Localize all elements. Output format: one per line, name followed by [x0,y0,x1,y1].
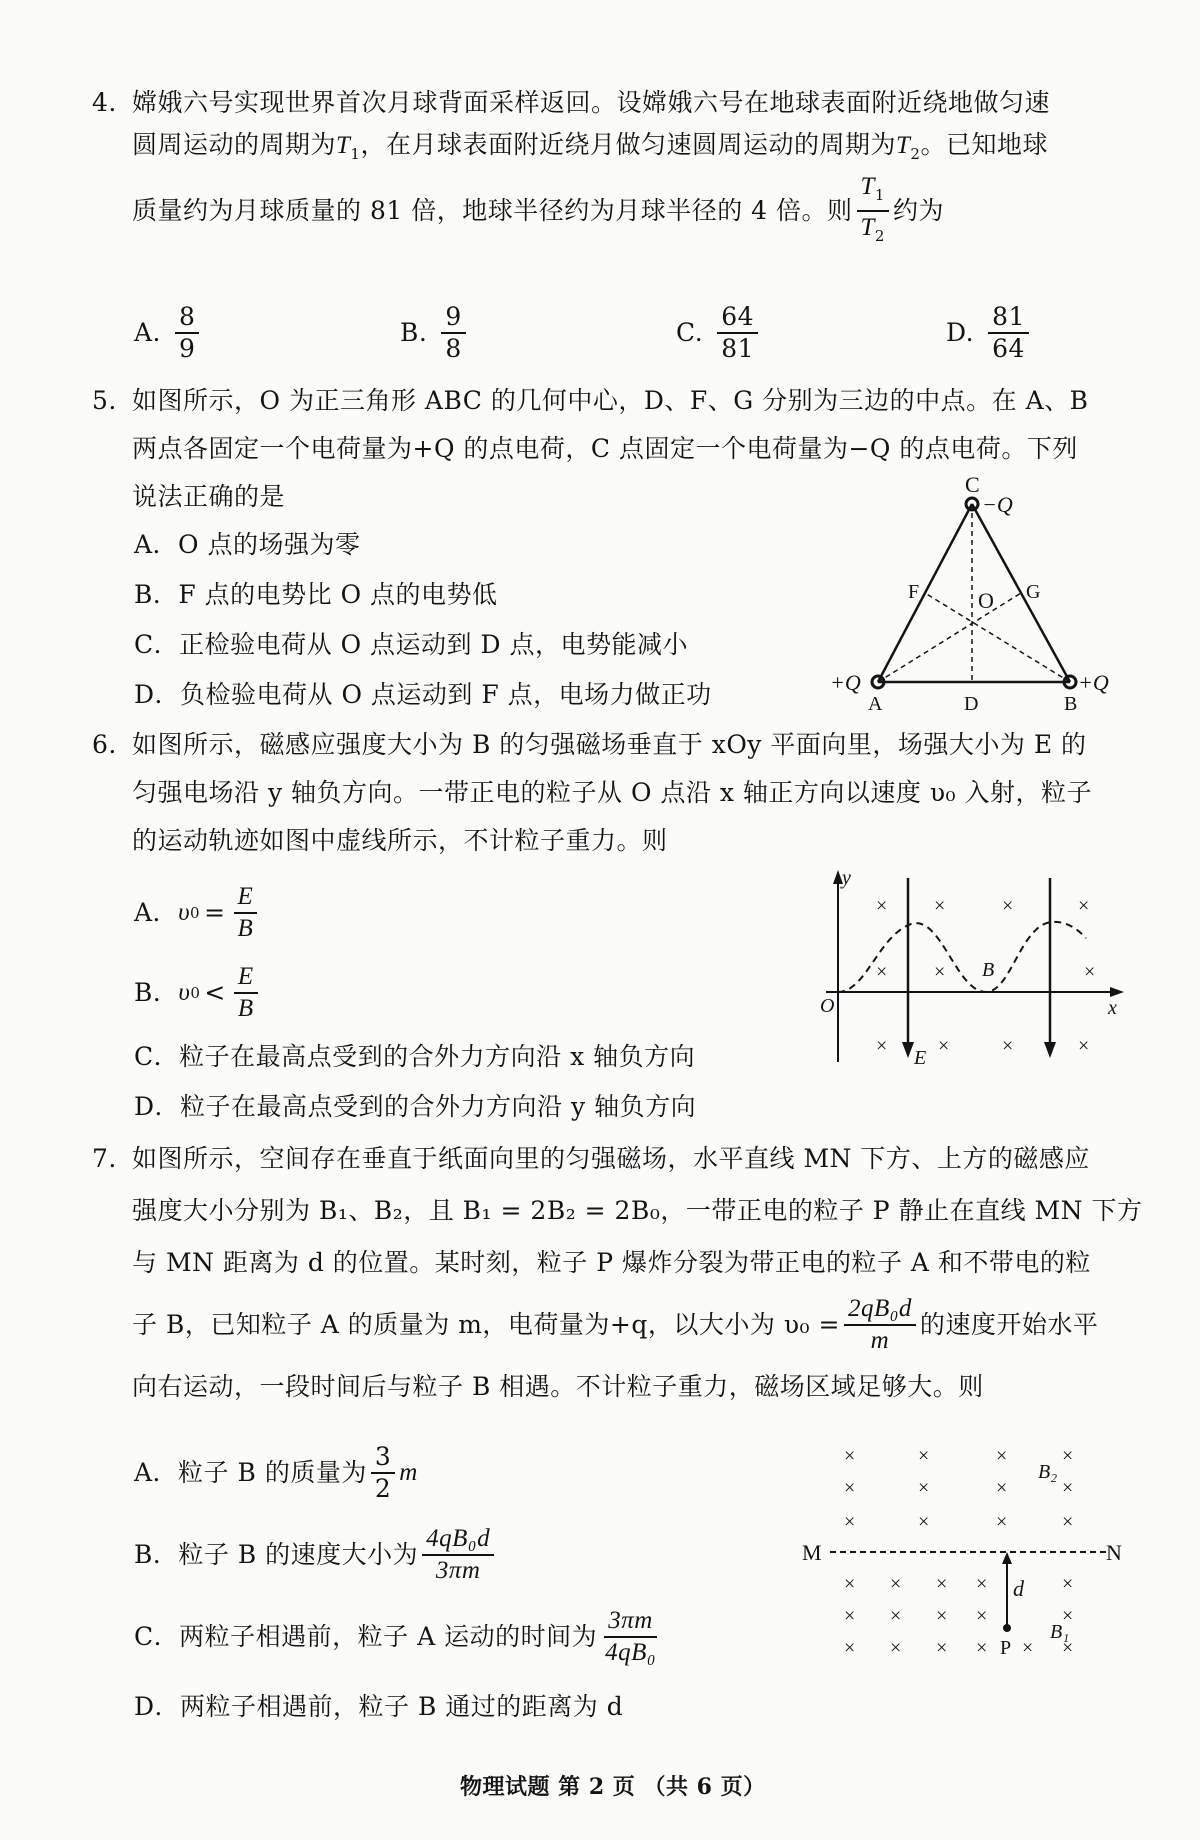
q4-option-denominator: 8 [445,334,462,363]
frac-e: E [234,882,258,914]
v0-numerator: 2qB₀d [844,1294,916,1326]
label-f: F [908,581,920,603]
q4-text-2a: 圆周运动的周期为 [132,130,337,159]
triangle-figure [820,470,1130,720]
frac-b: B [237,915,254,942]
q6-text-3: 的运动轨迹如图中虚线所示，不计粒子重力。则 [132,826,668,855]
equals-sign: = [204,898,226,927]
field-cross-mark: × [876,1035,888,1057]
field-cross-mark: × [1062,1573,1074,1595]
field-cross-mark: × [918,1477,930,1499]
field-cross-mark: × [1078,895,1090,917]
q7-line-1 [92,1142,1090,1176]
frac-b-b: B [237,995,254,1022]
q7-a-mass-symbol: m [399,1459,418,1486]
q5-option-a: A．O 点的场强为零 [134,530,361,559]
q4-option-label: B. [400,318,428,347]
q4-line-1 [92,86,1050,120]
x-axis-label: x [1108,997,1117,1019]
q6-option-d: D．粒子在最高点受到的合外力方向沿 y 轴负方向 [134,1092,697,1121]
field-cross-mark: × [1022,1637,1034,1659]
q7-option-c [134,1602,664,1672]
q4-option-label: A. [134,318,162,347]
b-field-label: B [982,959,995,981]
q7-number: 7. [92,1144,117,1173]
q6-b-label: B． [134,978,179,1007]
q4-option-fraction [717,302,758,364]
q7-text-4a: 子 B，已知粒子 A 的质量为 m，电荷量为+q，以大小为 υ₀ = [132,1310,840,1339]
t1-sub: 1 [350,145,361,163]
field-cross-mark: × [876,961,888,983]
field-cross-mark: × [890,1573,902,1595]
q7-text-5: 向右运动，一段时间后与粒子 B 相遇。不计粒子重力，磁场区域足够大。则 [132,1372,984,1401]
v0-denominator: m [870,1327,890,1354]
q4-option-fraction [441,302,465,364]
field-cross-mark: × [844,1605,856,1627]
q4-text-1: 嫦娥六号实现世界首次月球背面采样返回。设嫦娥六号在地球表面附近绕地做匀速 [132,88,1051,117]
field-cross-mark: × [976,1637,988,1659]
q5-text-3: 说法正确的是 [132,482,286,511]
frac-t1-sub: 1 [874,186,885,204]
q4-text-2c: 。已知地球 [920,130,1048,159]
q7-line-3 [132,1246,1091,1280]
field-cross-mark: × [844,1573,856,1595]
label-a: A [868,693,883,715]
q4-option-denominator: 9 [179,334,196,363]
q4-option-label: C. [676,318,704,347]
q5-text-2: 两点各固定一个电荷量为+Q 的点电荷，C 点固定一个电荷量为−Q 的点电荷。下列 [132,434,1078,463]
field-cross-mark: × [936,1605,948,1627]
field-cross-mark: × [1062,1511,1074,1533]
field-cross-mark: × [844,1637,856,1659]
q4-option-a [134,298,203,368]
label-g: G [1026,581,1041,603]
q6-number: 6. [92,730,117,759]
q4-option-b [400,298,470,368]
label-b: B [1064,693,1078,715]
frac-t1: T [860,173,875,200]
field-cross-mark: × [1002,895,1014,917]
label-c: C [965,472,980,497]
label-n: N [1106,1540,1122,1565]
y-axis-label: y [842,868,851,889]
label-o: O [978,588,994,613]
t1-over-t2-fraction [857,171,889,251]
frac-t2: T [860,214,875,241]
label-m: M [802,1540,822,1565]
q6-option-c: C．粒子在最高点受到的合外力方向沿 x 轴负方向 [134,1042,696,1071]
q7-line-2 [132,1194,1142,1228]
field-cross-mark: × [890,1605,902,1627]
e-over-b-fraction-b [234,962,258,1024]
label-b2: B₂ [1038,1461,1058,1483]
label-pos-q-b: +Q [1078,670,1109,695]
frac-t2-sub: 2 [874,227,885,245]
q6-line-3 [132,824,668,858]
q7-text-2: 强度大小分别为 B₁、B₂，且 B₁ = 2B₂ = 2B₀，一带正电的粒子 P 静止在直线 MN 下方 [132,1196,1143,1225]
q5-option-d: D．负检验电荷从 O 点运动到 F 点，电场力做正功 [134,680,712,709]
q7-a-denominator: 2 [374,1474,392,1503]
v0-sub-b: 0 [190,984,201,1002]
q6-a-label: A． [134,898,179,927]
q4-option-fraction [988,302,1029,364]
q4-option-numerator: 8 [175,302,199,334]
q7-b-text: B．粒子 B 的速度大小为 [134,1540,419,1569]
q4-text-2b: ，在月球表面附近绕月做匀速圆周运动的周期为 [360,130,896,159]
field-cross-mark: × [996,1445,1008,1467]
q7-option-d: D．两粒子相遇前，粒子 B 通过的距离为 d [134,1692,624,1721]
v0-symbol-b: υ [178,979,191,1006]
q5-line-2 [132,432,1078,466]
q6-text-2: 匀强电场沿 y 轴负方向。一带正电的粒子从 O 点沿 x 轴正方向以速度 υ₀ 入射，粒子 [132,778,1093,807]
q4-option-numerator: 81 [988,302,1029,334]
q6-option-a [134,878,261,948]
field-cross-mark: × [1062,1605,1074,1627]
t1-symbol: T [336,132,351,159]
v0-symbol: υ [178,899,191,926]
q7-c-denominator: 4qB₀ [605,1639,657,1666]
q4-line-2 [132,128,1048,171]
v0-sub: 0 [190,904,201,922]
q4-option-numerator: 9 [441,302,465,334]
field-cross-mark: × [1062,1445,1074,1467]
field-cross-mark: × [1078,1035,1090,1057]
q4-option-c [676,298,762,368]
field-cross-mark: × [1002,1035,1014,1057]
q7-text-1: 如图所示，空间存在垂直于纸面向里的匀强磁场，水平直线 MN 下方、上方的磁感应 [132,1144,1090,1173]
three-halves-fraction [371,1442,395,1504]
field-cross-mark: × [1084,961,1096,983]
time-fraction [601,1606,660,1668]
page-footer: 物理试题 第 2 页 （共 6 页） [460,1774,766,1800]
field-cross-mark: × [996,1511,1008,1533]
q7-line-5 [132,1370,984,1404]
q7-c-text: C．两粒子相遇前，粒子 A 运动的时间为 [134,1622,598,1651]
v0-fraction [844,1294,916,1356]
q4-number: 4. [92,88,117,117]
speed-fraction [422,1524,494,1586]
less-than-sign: < [204,978,226,1007]
field-cross-mark: × [936,1573,948,1595]
t2-symbol: T [895,132,911,159]
q5-line-1 [92,384,1089,418]
q4-text-3a: 质量约为月球质量的 81 倍，地球半径约为月球半径的 4 倍。则 [132,196,853,225]
q4-line-3 [132,173,944,246]
field-cross-mark: × [844,1477,856,1499]
field-cross-mark: × [976,1573,988,1595]
label-b1: B₁ [1050,1621,1070,1643]
q6-text-1: 如图所示，磁感应强度大小为 B 的匀强磁场垂直于 xOy 平面向里，场强大小为 E 的 [132,730,1087,759]
field-cross-mark: × [918,1445,930,1467]
q7-b-numerator: 4qB₀d [422,1524,494,1556]
field-cross-mark: × [996,1477,1008,1499]
label-neg-q: −Q [982,492,1013,517]
magnetic-field-figure [800,1438,1130,1678]
q7-text-4b: 的速度开始水平 [919,1310,1099,1339]
q7-text-3: 与 MN 距离为 d 的位置。某时刻，粒子 P 爆炸分裂为带正电的粒子 A 和不带电的粒 [132,1248,1091,1277]
label-p: P [1000,1637,1012,1659]
field-cross-mark: × [938,1035,950,1057]
q6-line-1 [92,728,1087,762]
frac-e-b: E [234,962,258,994]
q4-text-3b: 约为 [892,196,944,225]
q7-line-4 [132,1290,1098,1360]
label-d: D [964,693,979,715]
q4-option-fraction [175,302,199,364]
q7-option-a [134,1438,418,1508]
field-cross-mark: × [1062,1477,1074,1499]
q7-a-text: A．粒子 B 的质量为 [134,1458,367,1487]
field-cross-mark: × [934,895,946,917]
q4-option-d [946,298,1033,368]
field-cross-mark: × [844,1511,856,1533]
q4-option-numerator: 64 [717,302,758,334]
q5-line-3 [132,480,285,514]
q5-text-1: 如图所示，O 为正三角形 ABC 的几何中心，D、F、G 分别为三边的中点。在 A、B [132,386,1089,415]
field-cross-mark: × [890,1637,902,1659]
q5-option-c: C．正检验电荷从 O 点运动到 D 点，电势能减小 [134,630,688,659]
trajectory-figure [816,868,1126,1068]
q7-option-b [134,1520,498,1590]
field-cross-mark: × [976,1605,988,1627]
origin-label: O [820,995,835,1017]
q4-option-denominator: 81 [721,334,754,363]
q4-option-denominator: 64 [992,334,1025,363]
t2-sub: 2 [910,145,921,163]
e-over-b-fraction [234,882,258,944]
q5-option-b: B．F 点的电势比 O 点的电势低 [134,580,498,609]
field-cross-mark: × [876,895,888,917]
field-cross-mark: × [1062,1637,1074,1659]
q7-b-denominator: 3πm [435,1557,481,1584]
e-field-label: E [914,1047,927,1068]
field-cross-mark: × [936,1637,948,1659]
q4-option-label: D. [946,318,975,347]
q7-a-numerator: 3 [371,1442,395,1474]
field-cross-mark: × [844,1445,856,1467]
q6-option-b [134,958,262,1028]
field-cross-mark: × [934,961,946,983]
label-pos-q-a: +Q [830,670,861,695]
field-cross-mark: × [918,1511,930,1533]
q6-line-2 [132,776,1092,810]
label-d-distance: d [1013,1576,1024,1601]
q7-c-numerator: 3πm [604,1606,657,1638]
q5-number: 5. [92,386,117,415]
